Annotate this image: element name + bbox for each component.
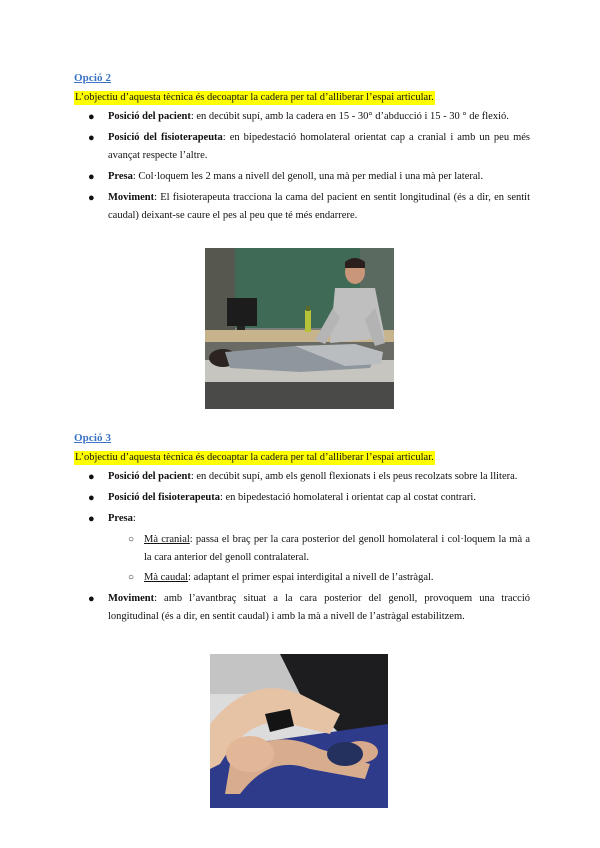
sub-item-text: : adaptant el primer espai interdigital a nivell de l’astràgal. <box>188 572 434 583</box>
item-label: Posició del fisioterapeuta <box>108 492 220 503</box>
item-label: Presa <box>108 171 133 182</box>
sub-item-label: Mà cranial <box>144 534 190 545</box>
list-item <box>74 489 530 507</box>
sub-bullet-icon: ○ <box>128 534 135 545</box>
list-item <box>74 510 530 587</box>
item-text: : en bipedestació homolateral i orientat cap al costat contrari. <box>219 492 476 503</box>
item-text: : <box>132 513 136 524</box>
item-label: Posició del fisioterapeuta <box>108 132 223 143</box>
bullet-icon: ● <box>88 192 95 204</box>
list-item <box>74 468 530 486</box>
item-label: Posició del pacient <box>108 111 191 122</box>
option-3-objective: L’objectiu d’aquesta tècnica és decoaptar la cadera per tal d’alliberar l’espai articular. <box>75 452 434 463</box>
item-text: : Col·loquem les 2 mans a nivell del genoll, una mà per medial i una mà per lateral. <box>132 171 484 182</box>
list-item <box>74 108 530 126</box>
option-2-list <box>74 108 530 228</box>
grip-sub-list <box>108 531 530 587</box>
sub-bullet-icon: ○ <box>128 572 135 583</box>
bullet-icon: ● <box>88 111 95 123</box>
item-text: : El fisioterapeuta tracciona la cama del pacient en sentit longitudinal (és a dir, en sentit caudal) deixant-se caure el pes al peu que té més endarrere. <box>108 192 530 221</box>
item-text: : en decúbit supí, amb la cadera en 15 - 30° d’abducció i 15 - 30 ° de flexió. <box>190 111 509 122</box>
item-label: Moviment <box>108 192 155 203</box>
option-2-objective: L’objectiu d’aquesta tècnica és decoaptar la cadera per tal d’alliberar l’espai articular. <box>75 92 434 103</box>
list-item <box>74 189 530 225</box>
sub-item-text: : passa el braç per la cara posterior del genoll homolateral i col·loquem la mà a la cara anterior del genoll contralateral. <box>144 534 530 563</box>
bullet-icon: ● <box>88 132 95 144</box>
technique-photo-option-3 <box>210 654 388 808</box>
option-3-list <box>74 468 530 629</box>
bullet-icon: ● <box>88 513 95 525</box>
sub-item-label: Mà caudal <box>144 572 189 583</box>
bullet-icon: ● <box>88 471 95 483</box>
sub-list-item <box>108 569 530 587</box>
technique-photo-option-2 <box>205 248 394 409</box>
item-text: : amb l’avantbraç situat a la cara posterior del genoll, provoquem una tracció longitudinal (és a dir, en sentit caudal) i amb la mà a nivell de l’astràgal estabilitzem. <box>108 593 530 622</box>
option-2-heading: Opció 2 <box>74 72 112 84</box>
item-label: Presa <box>108 513 133 524</box>
list-item <box>74 590 530 626</box>
item-text: : en decúbit supí, amb els genoll flexionats i els peus recolzats sobre la llitera. <box>190 471 518 482</box>
sub-list-item <box>108 531 530 567</box>
bullet-icon: ● <box>88 593 95 605</box>
item-label: Moviment <box>108 593 155 604</box>
bullet-icon: ● <box>88 171 95 183</box>
item-text: : en bipedestació homolateral orientat cap a cranial i amb un peu més avançat respecte l’altre. <box>108 132 531 161</box>
list-item <box>74 168 530 186</box>
bullet-icon: ● <box>88 492 95 504</box>
item-label: Posició del pacient <box>108 471 191 482</box>
list-item <box>74 129 530 165</box>
option-3-heading: Opció 3 <box>74 432 112 444</box>
